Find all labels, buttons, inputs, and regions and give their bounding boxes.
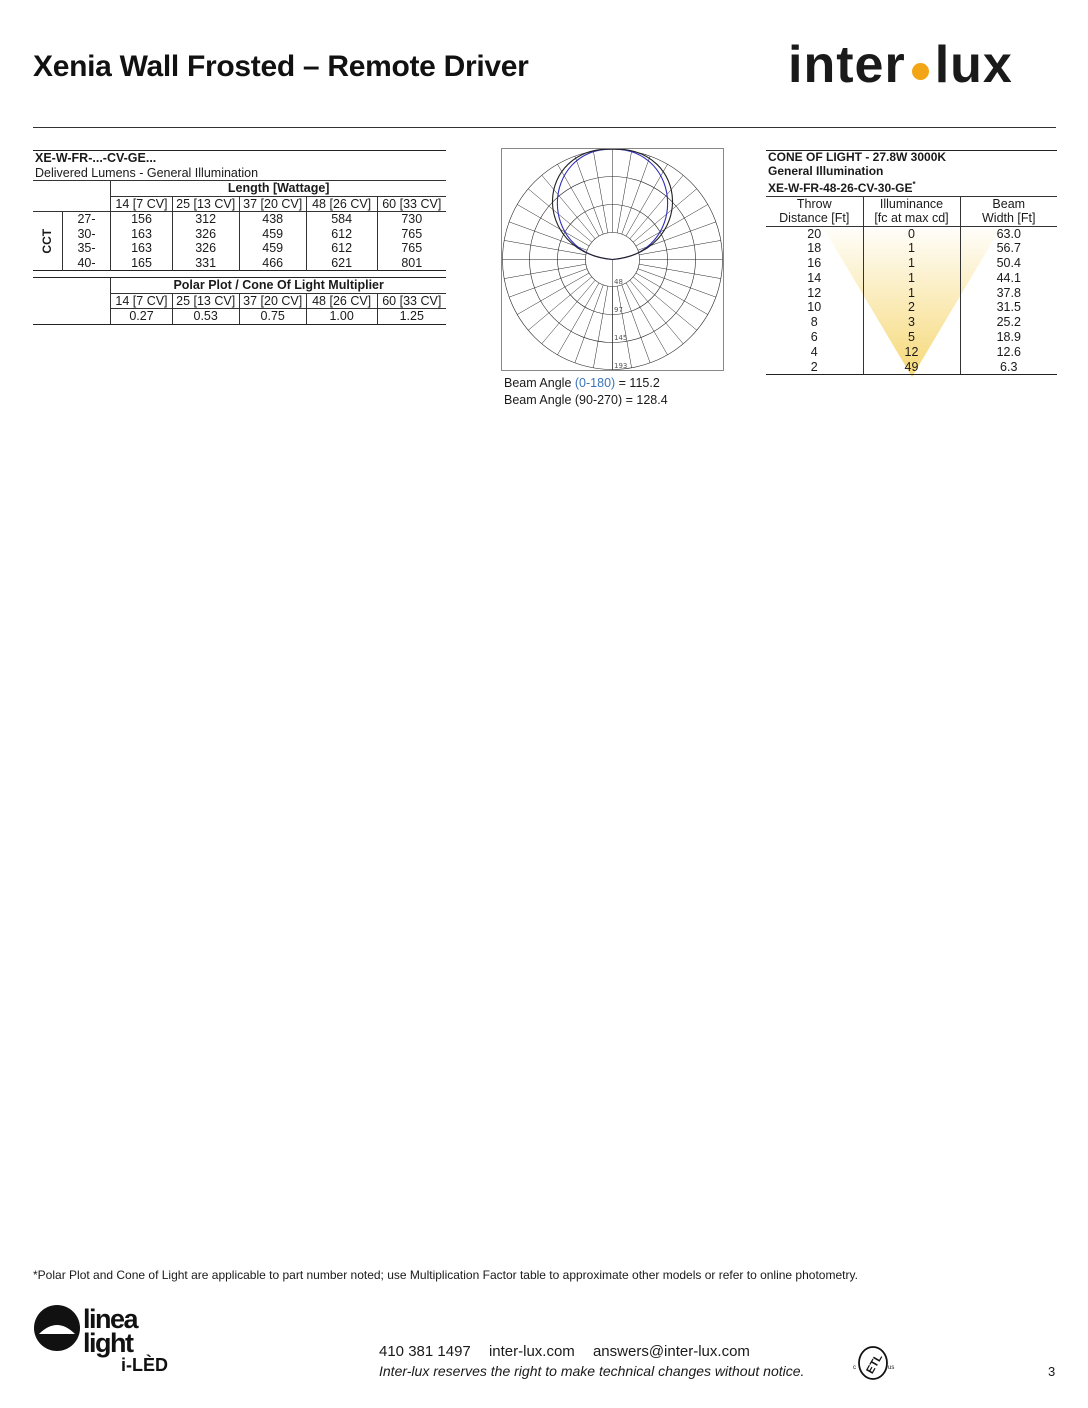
lumen-cell: 331 xyxy=(172,256,239,271)
table-row xyxy=(766,300,1057,315)
length-header: Length [Wattage] xyxy=(111,181,446,197)
cone-of-light-table xyxy=(766,150,1057,375)
cone-part-number xyxy=(766,178,1057,196)
lumen-cell: 765 xyxy=(377,227,446,242)
illuminance-cell: 5 xyxy=(863,330,960,345)
table-row xyxy=(766,271,1057,286)
lumen-cell: 438 xyxy=(239,212,306,227)
beam-angle-value: = 115.2 xyxy=(615,376,660,390)
multiplier-cell: 1.00 xyxy=(306,309,377,325)
distance-cell: 20 xyxy=(807,226,822,241)
width-cell: 56.7 xyxy=(960,241,1057,256)
cct-value: 27- xyxy=(77,212,96,226)
width-cell: 18.9 xyxy=(960,330,1057,345)
polar-spoke xyxy=(626,164,668,236)
part-number-mark: * xyxy=(912,180,916,189)
lumen-cell: 165 xyxy=(111,256,172,271)
width-cell: 31.5 xyxy=(960,300,1057,315)
lumen-cell: 612 xyxy=(306,227,377,242)
illuminance-cell: 0 xyxy=(863,226,960,241)
multiplier-cell: 0.53 xyxy=(172,309,239,325)
width-cell: 50.4 xyxy=(960,256,1057,271)
lumen-cell: 156 xyxy=(111,212,172,227)
column-header: 60 [33 CV] xyxy=(377,196,446,212)
table-row xyxy=(766,286,1057,301)
polar-plot xyxy=(501,148,724,371)
etl-certification-mark xyxy=(851,1345,897,1388)
table-row xyxy=(766,241,1057,256)
etl-mark-svg xyxy=(851,1345,897,1383)
cct-value: 40- xyxy=(77,255,96,270)
cct-label: CCT xyxy=(40,228,55,254)
ring-label: 145 xyxy=(614,334,628,342)
delivered-lumens-table xyxy=(33,150,446,325)
beam-angle-90-270: Beam Angle (90-270) = 128.4 xyxy=(504,393,668,407)
table-row xyxy=(766,226,1057,241)
lumen-cell: 312 xyxy=(172,212,239,227)
cone-title: CONE OF LIGHT - 27.8W 3000K xyxy=(768,150,947,164)
width-cell: 6.3 xyxy=(960,360,1057,375)
illuminance-cell: 49 xyxy=(863,360,960,375)
column-header: 25 [13 CV] xyxy=(172,196,239,212)
column-header: 48 [26 CV] xyxy=(306,293,377,309)
polar-spoke xyxy=(622,156,650,234)
website-link[interactable]: inter-lux.com xyxy=(488,1343,575,1360)
multiplier-cell: 0.27 xyxy=(111,309,172,325)
distance-cell: 16 xyxy=(807,256,822,271)
polar-spoke xyxy=(617,151,631,233)
lumen-cell: 459 xyxy=(239,241,306,256)
logo-line-1: linea xyxy=(83,1304,138,1334)
column-header: 37 [20 CV] xyxy=(239,293,306,309)
lumen-cell: 730 xyxy=(377,212,446,227)
interlux-logo xyxy=(788,35,1013,95)
lumen-cell: 612 xyxy=(306,241,377,256)
logo-line-2: light xyxy=(83,1328,133,1358)
width-cell: 12.6 xyxy=(960,345,1057,360)
column-header xyxy=(960,196,1057,226)
part-number-text: XE-W-FR-48-26-CV-30-GE xyxy=(768,181,913,195)
polar-spoke xyxy=(558,164,600,236)
distance-cell: 10 xyxy=(807,300,822,315)
width-cell: 25.2 xyxy=(960,315,1057,330)
column-header: 37 [20 CV] xyxy=(239,196,306,212)
lumen-cell: 466 xyxy=(239,256,306,271)
logo-line-3: i-LÈD xyxy=(121,1355,168,1375)
header-line: [fc at max cd] xyxy=(874,211,949,225)
column-header: 25 [13 CV] xyxy=(172,293,239,309)
ring-label: 97 xyxy=(614,306,623,314)
lumen-cell: 326 xyxy=(172,241,239,256)
polar-spoke xyxy=(504,264,586,278)
footnote: *Polar Plot and Cone of Light are applicable to part number noted; use Multiplication Factor table to approximate other models or refer to online photometry. xyxy=(33,1268,858,1282)
lumen-cell: 801 xyxy=(377,256,446,271)
header-divider xyxy=(33,127,1056,128)
table-row xyxy=(766,315,1057,330)
illuminance-cell: 1 xyxy=(863,271,960,286)
table-row xyxy=(766,345,1057,360)
phone-number: 410 381 1497 xyxy=(379,1343,471,1360)
column-header: 48 [26 CV] xyxy=(306,196,377,212)
distance-cell: 8 xyxy=(810,315,818,330)
linea-light-logo-svg xyxy=(33,1303,193,1375)
ring-label: 48 xyxy=(614,278,623,286)
cct-value: 30- xyxy=(77,226,96,241)
email-link[interactable]: answers@inter-lux.com xyxy=(592,1343,750,1360)
logo-dot xyxy=(912,63,929,80)
column-header xyxy=(766,196,863,226)
ring-label: 193 xyxy=(614,362,628,370)
polar-spoke xyxy=(517,273,589,315)
header-line: Distance [Ft] xyxy=(779,211,850,225)
etl-us-mark: us xyxy=(888,1365,895,1371)
column-header: 14 [7 CV] xyxy=(111,293,172,309)
illuminance-cell: 12 xyxy=(863,345,960,360)
contact-info xyxy=(379,1343,750,1360)
header-line: Width [Ft] xyxy=(982,211,1036,225)
polar-spoke xyxy=(626,283,668,355)
multiplier-cell: 1.25 xyxy=(377,309,446,325)
polar-spoke xyxy=(558,283,600,355)
lumen-cell: 163 xyxy=(111,241,172,256)
polar-spoke xyxy=(622,285,650,363)
lumen-cell: 326 xyxy=(172,227,239,242)
column-header: 60 [33 CV] xyxy=(377,293,446,309)
lumen-cell: 765 xyxy=(377,241,446,256)
distance-cell: 14 xyxy=(807,270,822,285)
table-row xyxy=(33,241,446,256)
distance-cell: 4 xyxy=(810,344,818,359)
polar-spoke xyxy=(593,286,607,368)
cct-value: 35- xyxy=(77,241,96,255)
distance-cell: 2 xyxy=(766,360,863,375)
header-line: Throw xyxy=(796,196,832,211)
polar-plot-svg xyxy=(502,149,723,370)
lumen-cell: 584 xyxy=(306,212,377,227)
illuminance-cell: 2 xyxy=(863,300,960,315)
lumens-subtitle: Delivered Lumens - General Illumination xyxy=(33,166,446,181)
logo-text-left: inter xyxy=(788,36,906,94)
multiplier-cell: 0.75 xyxy=(239,309,306,325)
column-header xyxy=(863,196,960,226)
table-row xyxy=(766,256,1057,271)
page-title: Xenia Wall Frosted – Remote Driver xyxy=(33,50,529,83)
distance-cell: 12 xyxy=(807,285,822,300)
polar-spoke xyxy=(636,273,708,315)
beam-angle-range: (0-180) xyxy=(574,376,616,390)
logo-text-right: lux xyxy=(934,36,1013,94)
etl-c-mark: c xyxy=(853,1365,856,1371)
table-row xyxy=(766,330,1057,345)
distance-cell: 6 xyxy=(810,330,818,345)
width-cell: 37.8 xyxy=(960,286,1057,301)
lumens-code: XE-W-FR-...-CV-GE... xyxy=(35,151,157,165)
table-row xyxy=(766,360,1057,375)
disclaimer: Inter-lux reserves the right to make technical changes without notice. xyxy=(379,1363,805,1379)
lumen-cell: 621 xyxy=(306,256,377,271)
polar-spoke xyxy=(617,286,631,368)
illuminance-cell: 1 xyxy=(863,241,960,256)
width-cell: 44.1 xyxy=(960,271,1057,286)
distance-cell: 18 xyxy=(807,241,822,256)
beam-angle-0-180 xyxy=(504,376,660,390)
lumen-cell: 459 xyxy=(239,227,306,242)
linea-light-logo xyxy=(33,1303,193,1380)
lumen-cell: 163 xyxy=(111,227,172,242)
multiplier-row xyxy=(33,309,446,325)
illuminance-cell: 1 xyxy=(863,286,960,301)
polar-spoke xyxy=(639,264,721,278)
header-line: Illuminance xyxy=(879,196,944,211)
etl-letters: ETL xyxy=(864,1352,886,1376)
header-line: Beam xyxy=(992,196,1026,211)
polar-spoke xyxy=(575,156,603,234)
polar-spoke xyxy=(509,269,587,297)
illuminance-cell: 1 xyxy=(863,256,960,271)
cone-subtitle: General Illumination xyxy=(768,163,884,178)
beam-angle-prefix: Beam Angle xyxy=(504,376,575,390)
polar-spoke xyxy=(638,269,716,297)
column-header: 14 [7 CV] xyxy=(111,196,172,212)
page-number: 3 xyxy=(1048,1364,1056,1379)
multiplier-header: Polar Plot / Cone Of Light Multiplier xyxy=(111,278,446,294)
table-row xyxy=(33,212,446,227)
illuminance-cell: 3 xyxy=(863,315,960,330)
table-row xyxy=(33,227,446,242)
width-cell: 63.0 xyxy=(960,226,1057,241)
polar-spoke xyxy=(575,285,603,363)
table-row xyxy=(33,256,446,271)
polar-spoke xyxy=(593,151,607,233)
